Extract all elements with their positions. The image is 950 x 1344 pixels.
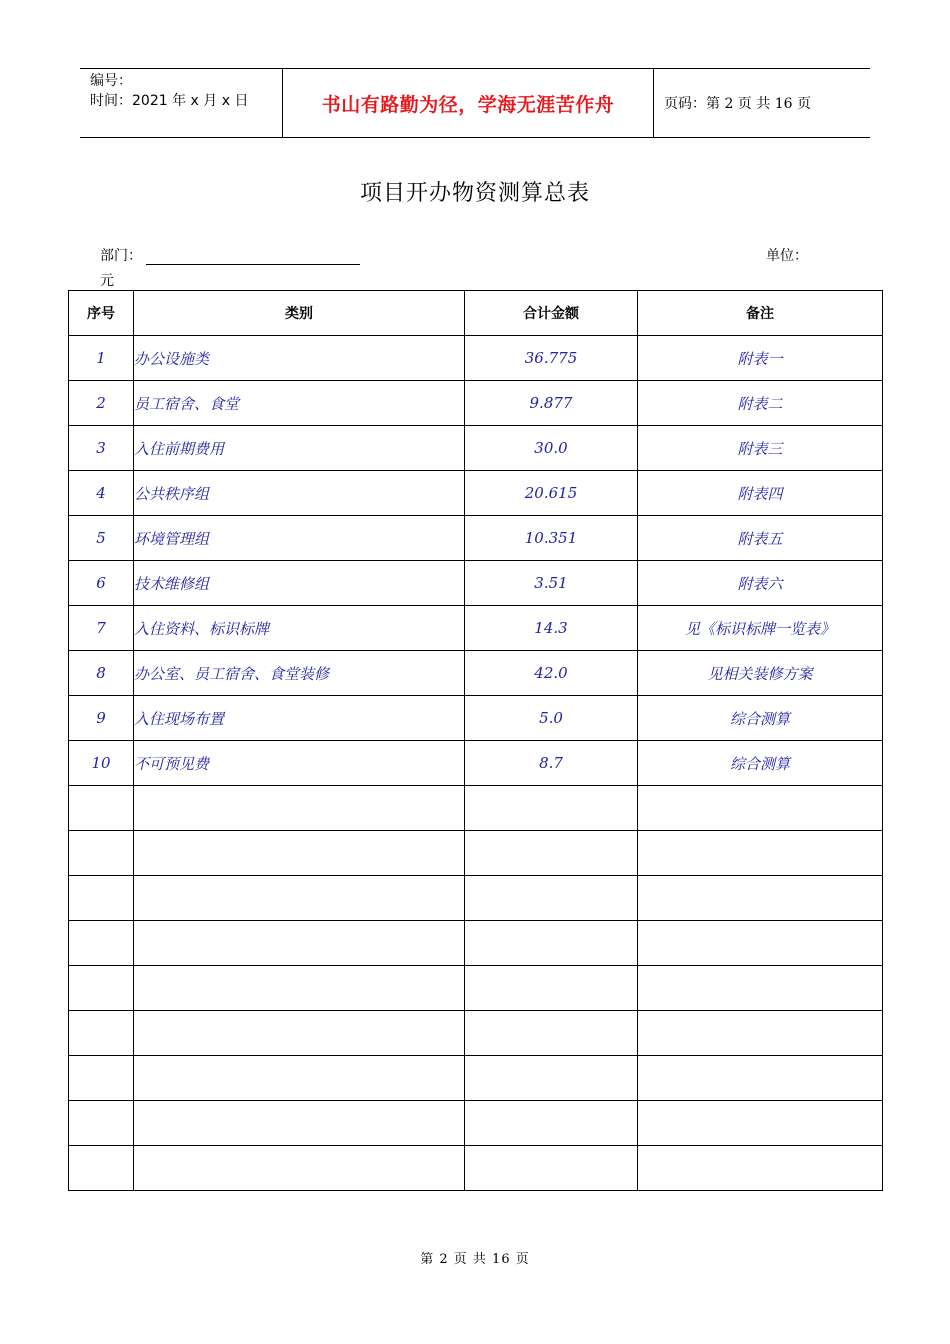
empty-cell — [638, 876, 883, 921]
number-label: 编号： — [90, 73, 132, 89]
table-row — [69, 741, 883, 786]
empty-cell — [465, 831, 638, 876]
empty-row — [69, 1101, 883, 1146]
header-page-info: 页码：第 2 页 共 16 页 — [664, 96, 811, 112]
empty-row — [69, 966, 883, 1011]
row-amount: 10.351 — [465, 516, 638, 561]
header-category: 类别 — [134, 291, 465, 336]
row-amount: 36.775 — [465, 336, 638, 381]
row-category: 技术维修组 — [134, 561, 465, 606]
row-no: 2 — [69, 381, 134, 426]
row-category: 公共秩序组 — [134, 471, 465, 516]
row-note: 见《标识标牌一览表》 — [638, 606, 883, 651]
row-amount: 5.0 — [465, 696, 638, 741]
empty-cell — [465, 786, 638, 831]
row-category: 办公设施类 — [134, 336, 465, 381]
empty-cell — [134, 1101, 465, 1146]
department-blank-line — [146, 248, 360, 265]
empty-cell — [638, 1056, 883, 1101]
table-row — [69, 471, 883, 516]
summary-table — [68, 290, 883, 1191]
empty-cell — [465, 1101, 638, 1146]
empty-row — [69, 1011, 883, 1056]
row-category: 入住资料、标识标牌 — [134, 606, 465, 651]
empty-cell — [465, 921, 638, 966]
page-header — [80, 68, 870, 138]
empty-cell — [134, 966, 465, 1011]
row-note: 综合测算 — [638, 696, 883, 741]
empty-cell — [69, 1146, 134, 1191]
table-row — [69, 651, 883, 696]
header-amount: 合计金额 — [465, 291, 638, 336]
header-motto: 书山有路勤为径，学海无涯苦作舟 — [282, 69, 654, 137]
empty-cell — [134, 1056, 465, 1101]
document-title: 项目开办物资测算总表 — [359, 181, 590, 206]
unit-label: 单位： — [766, 248, 808, 264]
row-category: 不可预见费 — [134, 741, 465, 786]
table-row — [69, 381, 883, 426]
date-label: 时间：2021 年 x 月 x 日 — [90, 93, 249, 109]
empty-cell — [69, 786, 134, 831]
empty-row — [69, 1146, 883, 1191]
row-no: 5 — [69, 516, 134, 561]
row-no: 9 — [69, 696, 134, 741]
department-label: 部门： — [100, 248, 142, 264]
row-note: 附表六 — [638, 561, 883, 606]
row-no: 4 — [69, 471, 134, 516]
row-amount: 3.51 — [465, 561, 638, 606]
empty-cell — [465, 876, 638, 921]
empty-row — [69, 921, 883, 966]
empty-cell — [638, 1011, 883, 1056]
empty-cell — [638, 966, 883, 1011]
empty-cell — [69, 1011, 134, 1056]
table-row — [69, 561, 883, 606]
empty-cell — [638, 831, 883, 876]
empty-cell — [134, 876, 465, 921]
table-row — [69, 426, 883, 471]
empty-cell — [638, 786, 883, 831]
table-row — [69, 516, 883, 561]
empty-cell — [69, 966, 134, 1011]
page-footer: 第 2 页 共 16 页 — [420, 1252, 530, 1267]
empty-cell — [69, 1056, 134, 1101]
table-row — [69, 606, 883, 651]
empty-cell — [134, 1011, 465, 1056]
empty-cell — [69, 831, 134, 876]
row-amount: 14.3 — [465, 606, 638, 651]
row-no: 1 — [69, 336, 134, 381]
row-amount: 9.877 — [465, 381, 638, 426]
row-amount: 30.0 — [465, 426, 638, 471]
empty-cell — [638, 921, 883, 966]
row-category: 入住现场布置 — [134, 696, 465, 741]
row-category: 办公室、员工宿舍、食堂装修 — [134, 651, 465, 696]
row-amount: 20.615 — [465, 471, 638, 516]
empty-cell — [465, 1056, 638, 1101]
empty-cell — [134, 786, 465, 831]
row-no: 3 — [69, 426, 134, 471]
empty-cell — [69, 1101, 134, 1146]
empty-cell — [134, 831, 465, 876]
empty-cell — [134, 1146, 465, 1191]
empty-row — [69, 831, 883, 876]
row-note: 附表三 — [638, 426, 883, 471]
empty-row — [69, 786, 883, 831]
row-amount: 42.0 — [465, 651, 638, 696]
row-note: 综合测算 — [638, 741, 883, 786]
empty-row — [69, 1056, 883, 1101]
row-note: 附表五 — [638, 516, 883, 561]
row-note: 附表四 — [638, 471, 883, 516]
header-note: 备注 — [638, 291, 883, 336]
row-category: 环境管理组 — [134, 516, 465, 561]
row-no: 7 — [69, 606, 134, 651]
empty-cell — [638, 1146, 883, 1191]
empty-cell — [69, 876, 134, 921]
row-note: 附表一 — [638, 336, 883, 381]
row-note: 附表二 — [638, 381, 883, 426]
row-no: 6 — [69, 561, 134, 606]
header-meta — [80, 69, 282, 137]
row-note: 见相关装修方案 — [638, 651, 883, 696]
empty-cell — [465, 1011, 638, 1056]
empty-cell — [465, 966, 638, 1011]
row-category: 入住前期费用 — [134, 426, 465, 471]
empty-cell — [134, 921, 465, 966]
department-field — [100, 245, 360, 265]
row-no: 10 — [69, 741, 134, 786]
empty-cell — [638, 1101, 883, 1146]
header-no: 序号 — [69, 291, 134, 336]
empty-cell — [69, 921, 134, 966]
table-row — [69, 696, 883, 741]
table-row — [69, 336, 883, 381]
row-amount: 8.7 — [465, 741, 638, 786]
unit-value: 元 — [100, 273, 114, 289]
empty-row — [69, 876, 883, 921]
row-no: 8 — [69, 651, 134, 696]
empty-cell — [465, 1146, 638, 1191]
table-header-row — [69, 291, 883, 336]
row-category: 员工宿舍、食堂 — [134, 381, 465, 426]
